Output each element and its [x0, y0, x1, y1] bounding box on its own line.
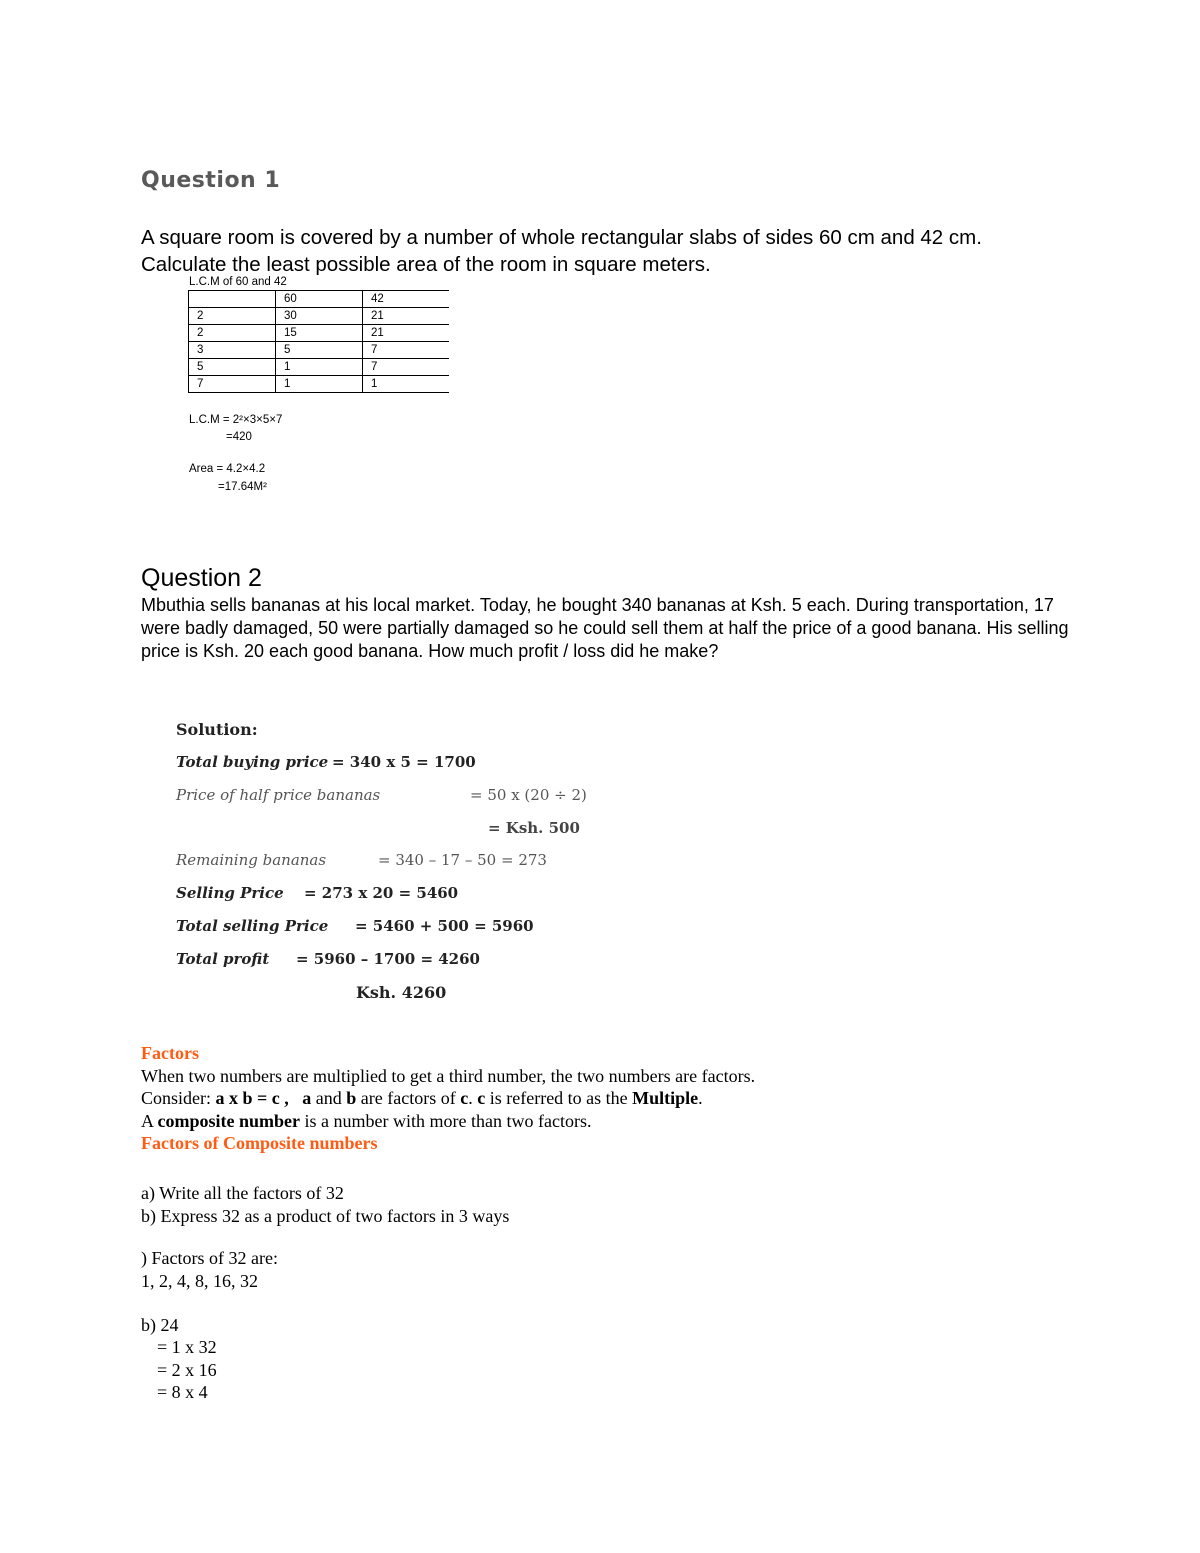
area-value: =17.64M² [218, 481, 267, 493]
table-row [189, 325, 450, 342]
lcm-table [188, 290, 449, 393]
solution-value: = 5960 – 1700 = 4260 [296, 950, 480, 968]
consider-c: c [477, 1088, 486, 1108]
consider-prefix: Consider: [141, 1088, 211, 1108]
table-cell: 5 [276, 342, 363, 359]
composite-rest: is a number with more than two factors. [304, 1111, 592, 1131]
consider-a: a [302, 1088, 312, 1108]
answer-b-heading: b) 24 [141, 1315, 179, 1335]
table-cell: 21 [363, 325, 450, 342]
consider-multiple: Multiple [632, 1088, 699, 1108]
table-row [189, 308, 450, 325]
table-cell: 1 [276, 376, 363, 393]
composite-subheading: Factors of Composite numbers [141, 1133, 378, 1153]
composite-definition [141, 1110, 591, 1133]
lcm-result: L.C.M = 2²×3×5×7 [189, 414, 283, 426]
solution-value: = 340 x 5 = 1700 [332, 753, 476, 771]
solution-value: = 340 – 17 – 50 = 273 [378, 851, 547, 869]
solution-label: Remaining bananas [176, 851, 327, 869]
table-row [189, 291, 450, 308]
consider-and: and [315, 1088, 342, 1108]
lcm-caption: L.C.M of 60 and 42 [189, 276, 287, 288]
table-cell: 5 [189, 359, 276, 376]
question-b: b) Express 32 as a product of two factors in 3 ways [141, 1206, 510, 1226]
table-cell: 30 [276, 308, 363, 325]
factors-consider: Consider: a x b = c , a and b are factors of c. c is referred to as the Multiple. [141, 1088, 703, 1108]
consider-b: b [346, 1088, 357, 1108]
composite-term: composite number [157, 1111, 301, 1131]
table-cell [189, 291, 276, 308]
table-cell: 1 [363, 376, 450, 393]
solution-label: Total profit [176, 950, 270, 968]
answer-b-line: = 2 x 16 [157, 1360, 217, 1380]
table-cell: 42 [363, 291, 450, 308]
solution-title: Solution: [176, 720, 258, 739]
area-formula: Area = 4.2×4.2 [189, 463, 266, 475]
table-cell: 7 [189, 376, 276, 393]
solution-value: = Ksh. 500 [488, 819, 580, 837]
table-row [189, 376, 450, 393]
solution-value: = 50 x (20 ÷ 2) [470, 786, 587, 804]
solution-label: Total selling Price [176, 917, 329, 935]
table-cell: 7 [363, 359, 450, 376]
table-cell: 21 [363, 308, 450, 325]
table-cell: 2 [189, 325, 276, 342]
consider-mid: are factors of [360, 1088, 456, 1108]
answer-a-list: 1, 2, 4, 8, 16, 32 [141, 1271, 258, 1291]
answer-b-line: = 8 x 4 [157, 1382, 208, 1402]
solution-label: Price of half price bananas [176, 786, 381, 804]
solution-label: Total buying price [176, 753, 329, 771]
solution-label: Selling Price [176, 884, 284, 902]
table-cell: 7 [363, 342, 450, 359]
table-cell: 60 [276, 291, 363, 308]
consider-c: c [460, 1088, 469, 1108]
question-1-heading: Question 1 [141, 168, 281, 193]
question-a: a) Write all the factors of 32 [141, 1183, 344, 1203]
solution-value: = 273 x 20 = 5460 [304, 884, 459, 902]
consider-tail: is referred to as the [489, 1088, 628, 1108]
table-cell: 1 [276, 359, 363, 376]
factors-heading: Factors [141, 1043, 199, 1063]
solution-value: = 5460 + 500 = 5960 [355, 917, 534, 935]
consider-expression: a x b = c , [215, 1088, 289, 1108]
lcm-value: =420 [226, 431, 252, 443]
table-row [189, 359, 450, 376]
table-row [189, 342, 450, 359]
question-2-heading: Question 2 [141, 564, 262, 592]
solution-answer: Ksh. 4260 [356, 983, 447, 1002]
composite-prefix: A [141, 1111, 154, 1131]
question-2-text: Mbuthia sells bananas at his local market. Today, he bought 340 bananas at Ksh. 5 each. During transportation, 17 were badly damaged, 50 were partially damaged so he could sell them at half the price of a good banana. His selling price is Ksh. 20 each good banana. How much profit / loss did he make? [141, 595, 1069, 661]
table-cell: 3 [189, 342, 276, 359]
answer-b-line: = 1 x 32 [157, 1337, 217, 1357]
answer-a-heading: ) Factors of 32 are: [141, 1248, 278, 1268]
table-cell: 2 [189, 308, 276, 325]
question-1-text: A square room is covered by a number of whole rectangular slabs of sides 60 cm and 42 cm. Calculate the least possible area of the room in square meters. [141, 226, 982, 276]
factors-definition: When two numbers are multiplied to get a third number, the two numbers are factors. [141, 1066, 756, 1086]
table-cell: 15 [276, 325, 363, 342]
